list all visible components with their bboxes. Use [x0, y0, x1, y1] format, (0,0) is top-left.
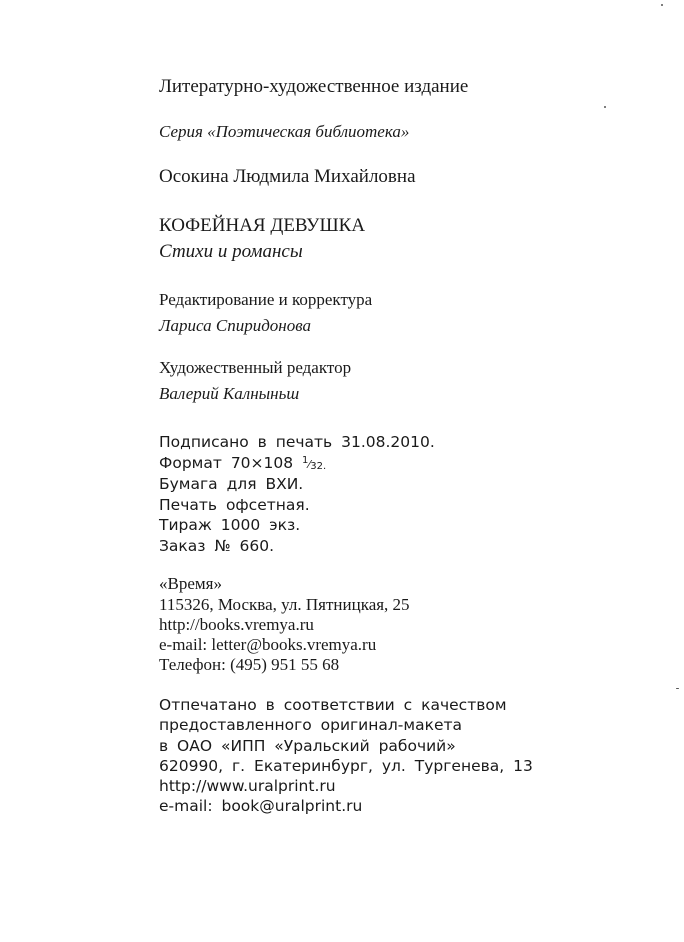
format-fraction: $^1⁄_{32.}$	[302, 455, 327, 472]
speck-mark	[604, 106, 606, 108]
print-circulation: Тираж 1000 экз.	[159, 516, 301, 534]
edition-type: Литературно-художественное издание	[159, 76, 469, 97]
editing-label: Редактирование и корректура	[159, 290, 373, 309]
publisher-address: 115326, Москва, ул. Пятницкая, 25	[159, 595, 410, 614]
publisher-name: «Время»	[159, 574, 222, 593]
publisher-email: e-mail: letter@books.vremya.ru	[159, 635, 377, 654]
print-type: Печать офсетная.	[159, 496, 310, 514]
print-signed: Подписано в печать 31.08.2010.	[159, 433, 435, 451]
art-editor-label: Художественный редактор	[159, 358, 352, 377]
publisher-website: http://books.vremya.ru	[159, 615, 314, 634]
printer-email: e-mail: book@uralprint.ru	[159, 797, 363, 815]
print-format	[159, 454, 326, 472]
format-numerator: 1	[302, 455, 309, 466]
format-prefix: Формат 70×108	[159, 454, 294, 472]
printer-line2: предоставленного оригинал-макета	[159, 716, 463, 734]
art-editor-name: Валерий Калныньш	[159, 384, 300, 403]
corner-speck-mark	[661, 4, 663, 6]
book-subtitle: Стихи и романсы	[159, 241, 303, 262]
print-order: Заказ № 660.	[159, 537, 275, 555]
publisher-phone: Телефон: (495) 951 55 68	[159, 655, 340, 674]
printer-line1: Отпечатано в соответствии с качеством	[159, 696, 507, 714]
print-paper: Бумага для ВХИ.	[159, 475, 304, 493]
series-line: Серия «Поэтическая библиотека»	[159, 122, 410, 141]
editing-name: Лариса Спиридонова	[159, 316, 312, 335]
printer-line4: 620990, г. Екатеринбург, ул. Тургенева, 13	[159, 757, 533, 775]
author-name: Осокина Людмила Михайловна	[159, 166, 416, 187]
printer-line3: в ОАО «ИПП «Уральский рабочий»	[159, 737, 456, 755]
format-denominator: 32.	[310, 461, 327, 472]
book-title: КОФЕЙНАЯ ДЕВУШКА	[159, 215, 366, 236]
edge-speck-mark	[676, 688, 679, 689]
printer-website: http://www.uralprint.ru	[159, 777, 336, 795]
